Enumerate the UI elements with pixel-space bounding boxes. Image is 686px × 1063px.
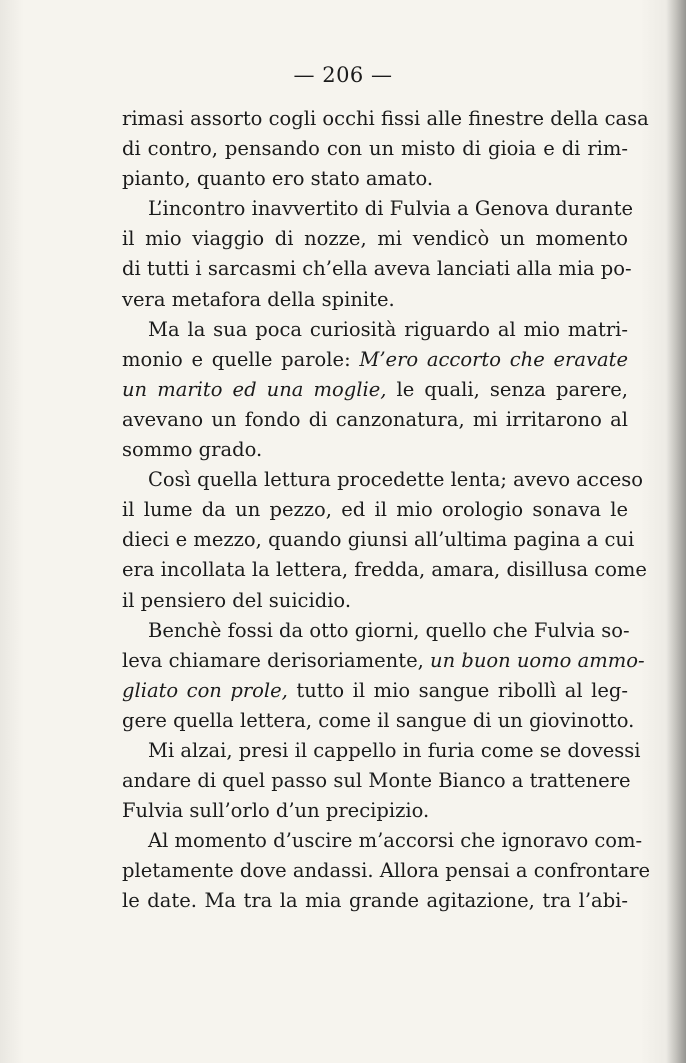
text-line: Benchè fossi da otto giorni, quello che Fulvia so- (148, 618, 630, 642)
text-line: andare di quel passo sul Monte Bianco a trattenere (122, 769, 631, 793)
text-line: il mio viaggio di nozze, mi vendicò un momento (122, 227, 628, 251)
text-line (122, 345, 628, 375)
page-number: — 206 — (293, 63, 393, 87)
text-segment: monio e quelle parole: (122, 347, 360, 371)
text-line: le date. Ma tra la mia grande agitazione, tra l’abi- (122, 889, 628, 913)
text-line: era incollata la lettera, fredda, amara, disillusa come (122, 558, 647, 582)
text-line (122, 676, 628, 706)
text-line (122, 646, 645, 676)
page-spine-shadow (666, 0, 686, 1063)
text-line: L’incontro inavvertito di Fulvia a Genova durante (148, 197, 634, 221)
text-line: Così quella lettura procedette lenta; avevo acceso (148, 468, 644, 492)
text-line: Ma la sua poca curiosità riguardo al mio matri- (148, 317, 628, 341)
text-line: avevano un fondo di canzonatura, mi irritarono al (122, 407, 628, 431)
body-text (122, 104, 651, 917)
italic-quote: un buon uomo ammo- (430, 648, 645, 672)
italic-quote: un marito ed una moglie, (122, 377, 387, 401)
text-line: di tutti i sarcasmi ch’ella aveva lanciati alla mia po- (122, 257, 632, 281)
text-line: pianto, quanto ero stato amato. (122, 167, 434, 191)
text-line: rimasi assorto cogli occhi fissi alle finestre della casa (122, 107, 649, 130)
text-line: Fulvia sull’orlo d’un precipizio. (122, 799, 430, 823)
italic-quote: M’ero accorto che eravate (359, 347, 628, 371)
text-line: di contro, pensando con un misto di gioia e di rim- (122, 137, 628, 161)
text-segment: le quali, senza parere, (386, 377, 628, 401)
text-line (122, 375, 628, 405)
italic-quote: gliato con prole, (122, 678, 288, 702)
text-line: Al momento d’uscire m’accorsi che ignoravo com- (148, 829, 643, 853)
text-line: pletamente dove andassi. Allora pensai a confrontare (122, 859, 651, 883)
text-line: Mi alzai, presi il cappello in furia come se dovessi (148, 738, 641, 762)
text-segment: leva chiamare derisoriamente, (122, 648, 431, 672)
text-line: gere quella lettera, come il sangue di un giovinotto. (122, 708, 635, 732)
text-line: il lume da un pezzo, ed il mio orologio sonava le (122, 498, 628, 522)
text-line: sommo grado. (122, 438, 263, 462)
text-line: il pensiero del suicidio. (122, 588, 352, 612)
text-line: vera metafora della spinite. (122, 287, 395, 311)
text-line: dieci e mezzo, quando giunsi all’ultima pagina a cui (122, 528, 635, 552)
text-segment: tutto il mio sangue ribollì al leg- (287, 678, 628, 702)
